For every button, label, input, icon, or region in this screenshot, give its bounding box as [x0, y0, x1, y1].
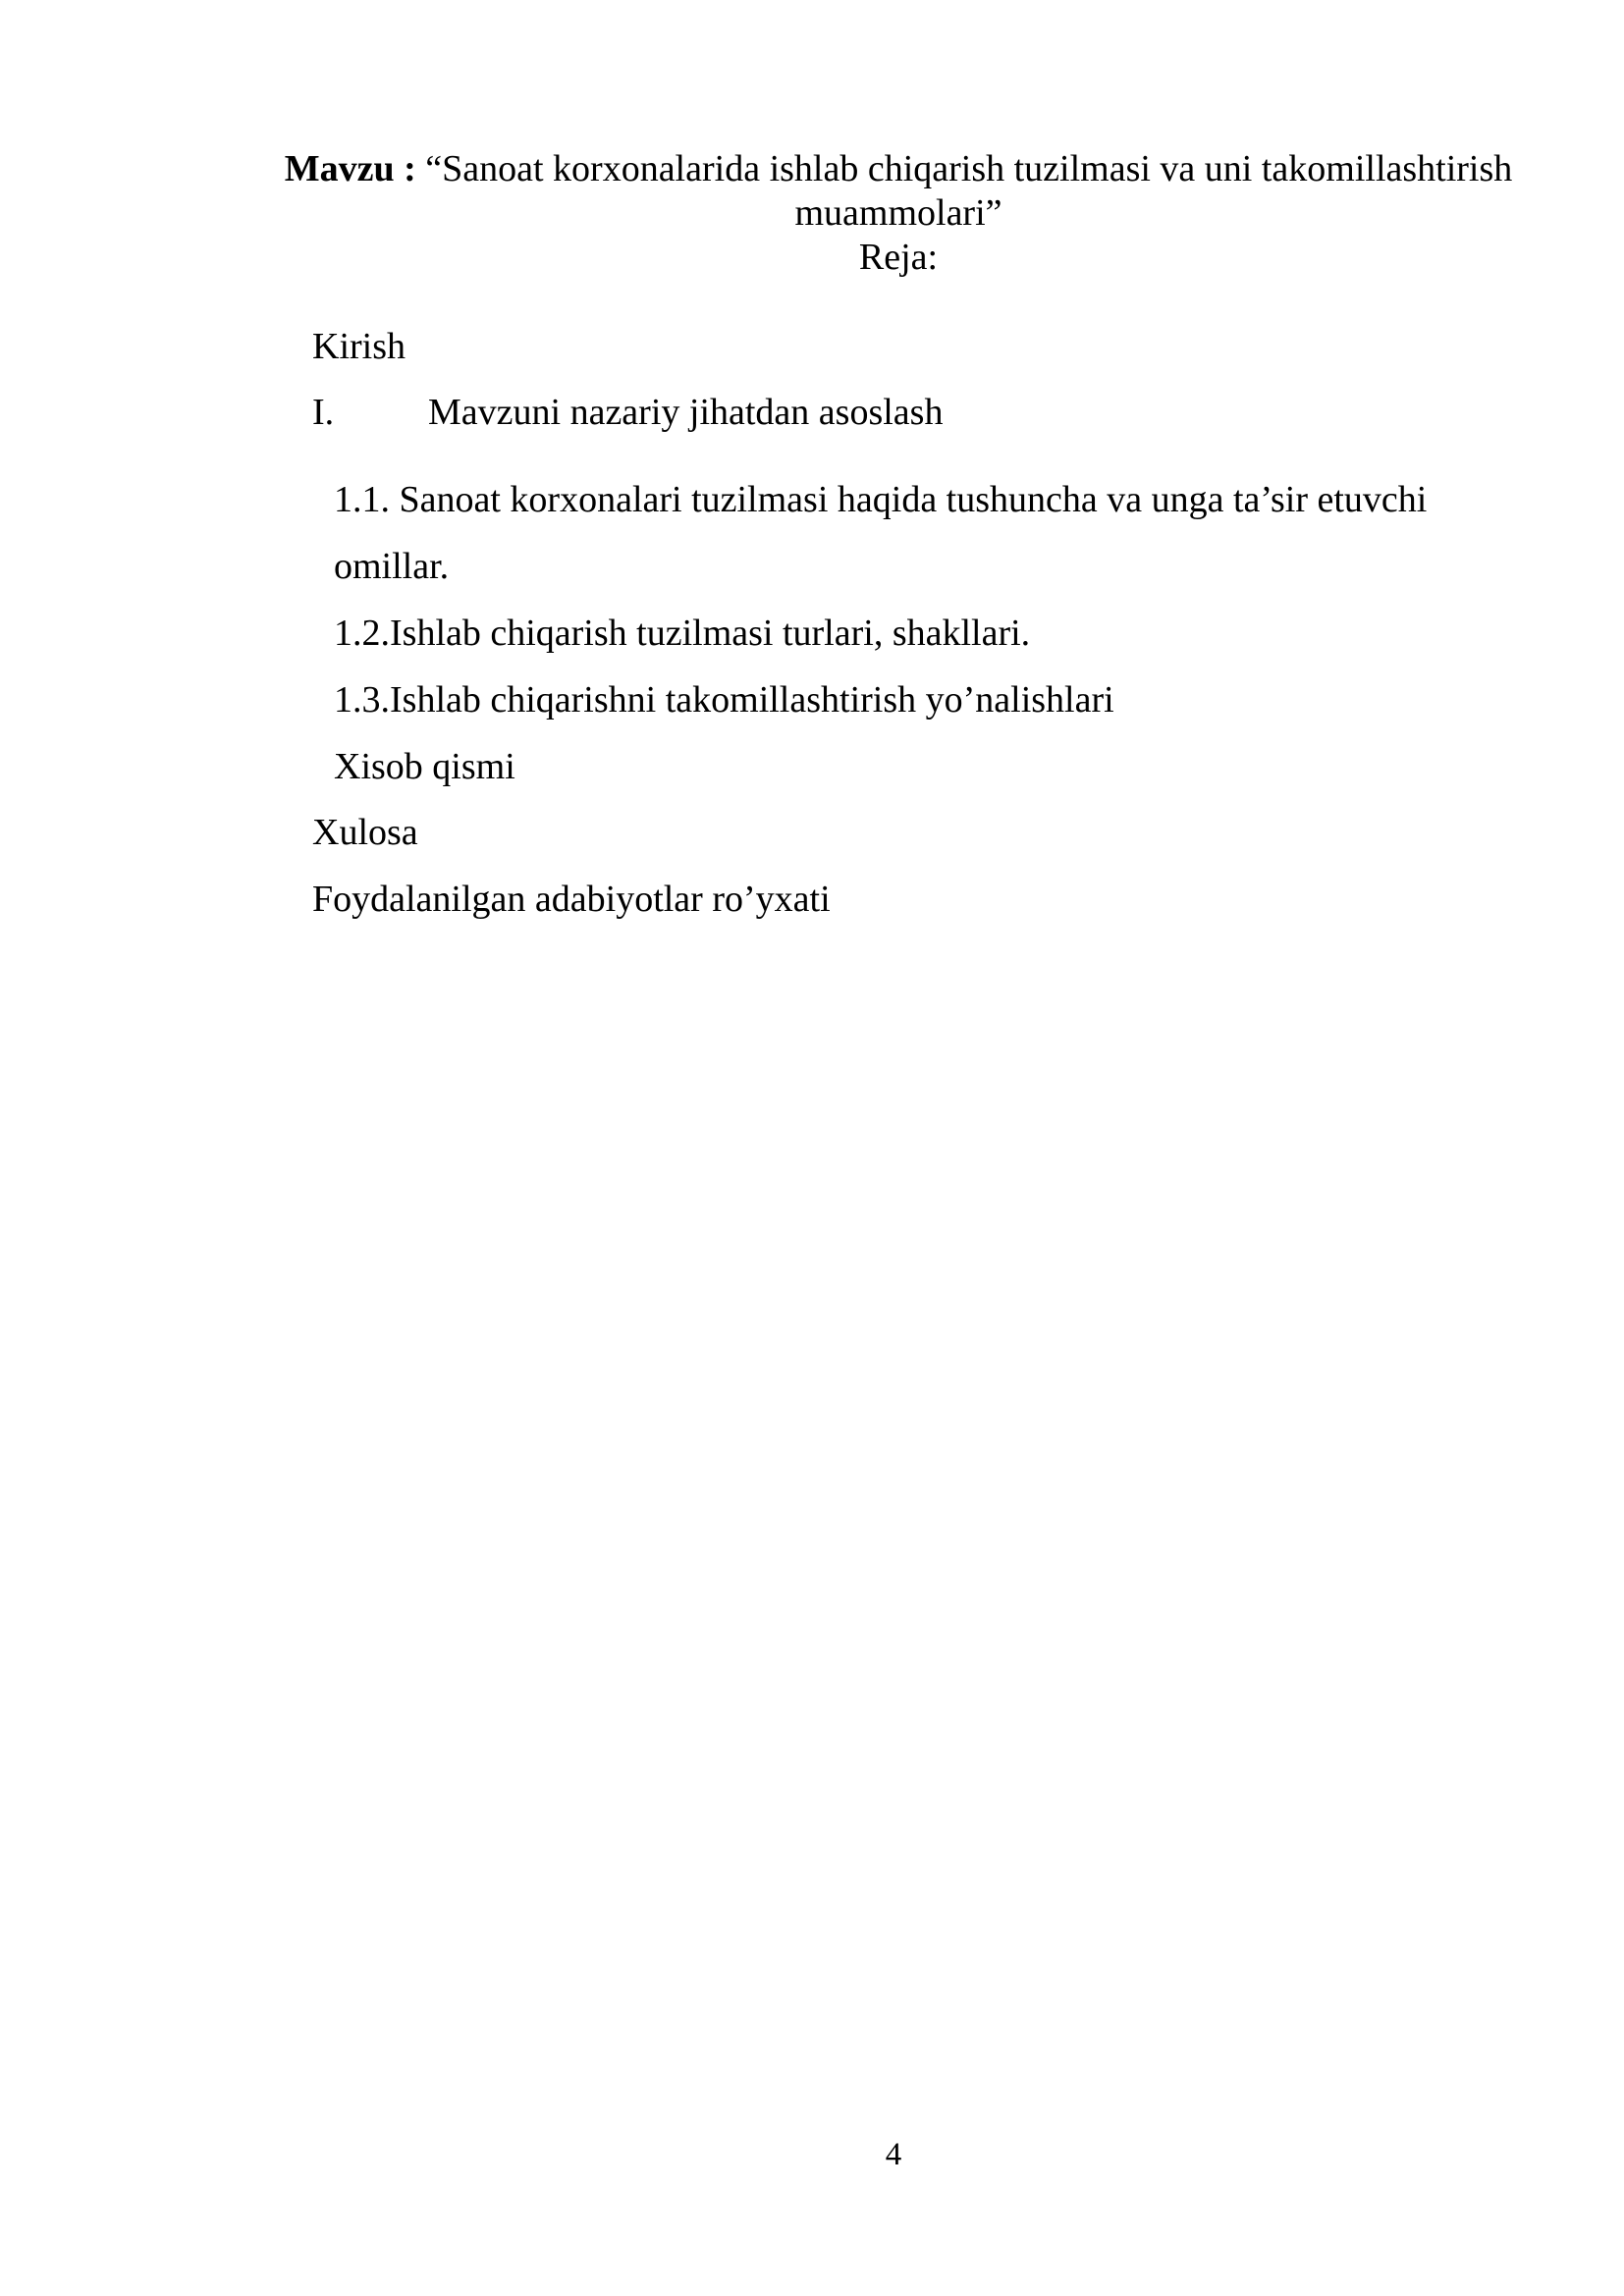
- plan-item-intro: Kirish: [312, 326, 406, 367]
- plan-item-chapter: [312, 394, 943, 431]
- chapter-number: I.: [312, 392, 335, 433]
- title-block: [245, 147, 1551, 279]
- plan-item-1-2: 1.2.Ishlab chiqarish tuzilmasi turlari, shakllari.: [334, 613, 1031, 654]
- page-number: 4: [885, 2137, 902, 2172]
- plan-item-conclusion: Xulosa: [312, 812, 418, 853]
- plan-item-references: Foydalanilgan adabiyotlar ro’yxati: [312, 879, 831, 920]
- plan-item-1-3: 1.3.Ishlab chiqarishni takomillashtirish yo’nalishlari: [334, 679, 1114, 721]
- plan-item-1-1-line1: 1.1. Sanoat korxonalari tuzilmasi haqida tushuncha va unga ta’sir etuvchi: [334, 479, 1428, 520]
- title-text: “Sanoat korxonalarida ishlab chiqarish tuzilmasi va uni takomillashtirish muammolari”: [425, 148, 1513, 234]
- plan-heading: Reja:: [858, 236, 939, 278]
- title-label: Mavzu :: [284, 148, 416, 189]
- plan-item-calc: Xisob qismi: [334, 746, 515, 787]
- plan-item-1-1-line2: omillar.: [334, 546, 450, 587]
- chapter-title: Mavzuni nazariy jihatdan asoslash: [428, 392, 944, 433]
